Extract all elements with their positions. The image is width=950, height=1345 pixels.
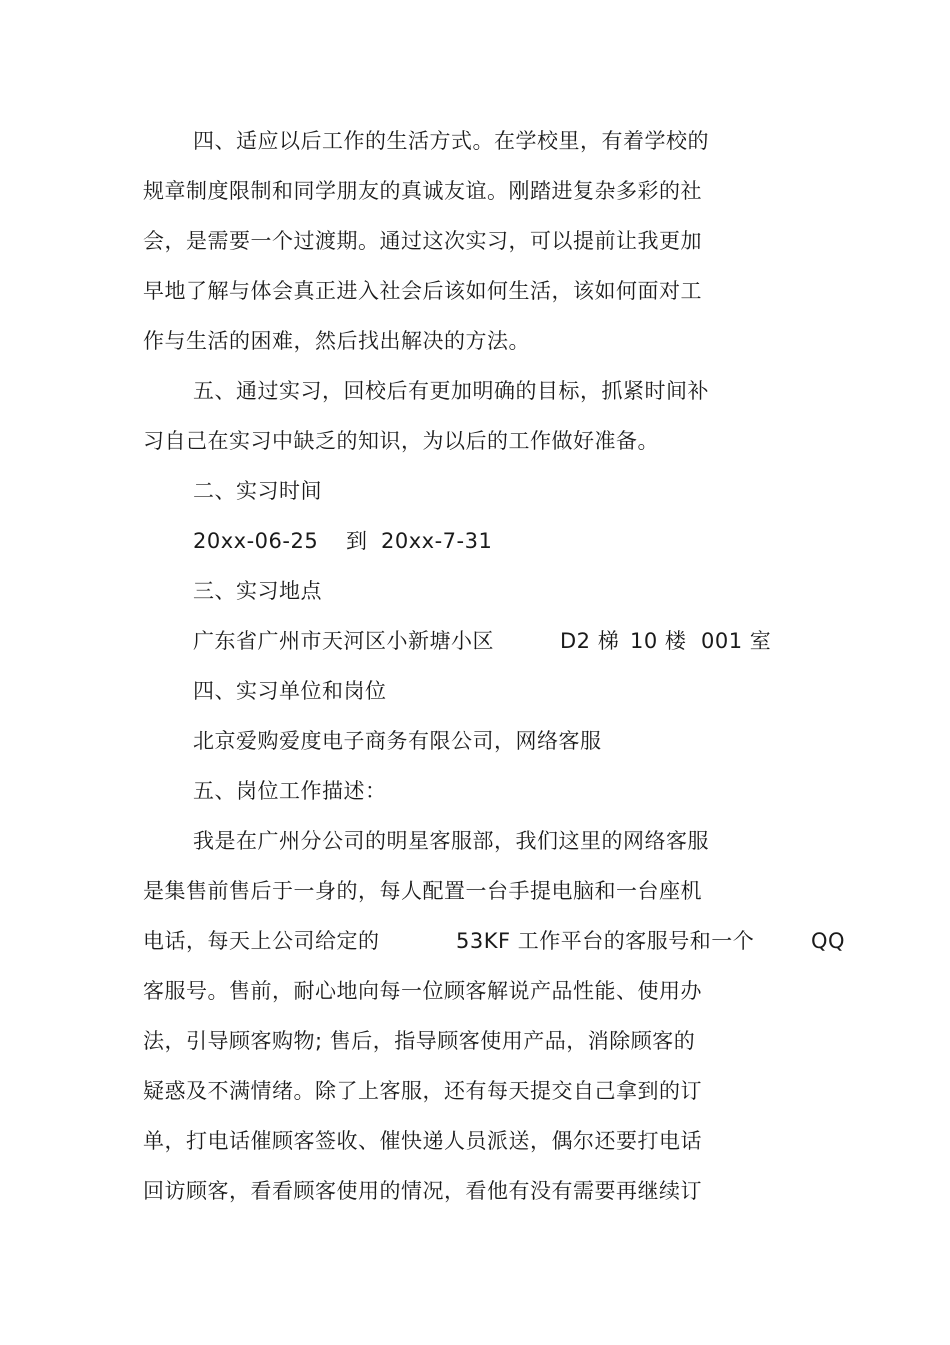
address-building: D2 梯 [560,629,620,653]
date-end: 20xx-7-31 [381,529,493,553]
line-segment: QQ [811,929,846,953]
paragraph-line: 客服号。售前，耐心地向每一位顾客解说产品性能、使用办 [143,979,702,1003]
paragraph-line [143,927,863,955]
paragraph-line: 四、适应以后工作的生活方式。在学校里，有着学校的 [193,129,709,153]
internship-dates [193,527,513,555]
paragraph-line: 早地了解与体会真正进入社会后该如何生活，该如何面对工 [143,279,702,303]
line-segment: 电话，每天上公司给定的 [143,929,380,953]
address-main: 广东省广州市天河区小新塘小区 [193,629,494,653]
paragraph-line: 五、通过实习，回校后有更加明确的目标，抓紧时间补 [193,379,709,403]
paragraph-line: 会，是需要一个过渡期。通过这次实习，可以提前让我更加 [143,229,702,253]
paragraph-line: 习自己在实习中缺乏的知识，为以后的工作做好准备。 [143,429,659,453]
line-segment: 53KF 工作平台的客服号和一个 [456,929,755,953]
company-and-position: 北京爱购爱度电子商务有限公司，网络客服 [193,729,602,753]
internship-address [193,627,793,655]
paragraph-line: 疑惑及不满情绪。除了上客服，还有每天提交自己拿到的订 [143,1079,702,1103]
paragraph-line: 单，打电话催顾客签收、催快递人员派送，偶尔还要打电话 [143,1129,702,1153]
date-separator: 到 [346,529,368,553]
section-heading-unit: 四、实习单位和岗位 [193,679,387,703]
section-heading-description: 五、岗位工作描述： [193,779,387,803]
paragraph-line: 回访顾客，看看顾客使用的情况，看他有没有需要再继续订 [143,1179,702,1203]
paragraph-line: 法，引导顾客购物; 售后，指导顾客使用产品，消除顾客的 [143,1029,696,1053]
paragraph-line: 作与生活的困难，然后找出解决的方法。 [143,329,530,353]
date-start: 20xx-06-25 [193,529,319,553]
paragraph-line: 是集售前售后于一身的，每人配置一台手提电脑和一台座机 [143,879,702,903]
paragraph-line: 我是在广州分公司的明星客服部，我们这里的网络客服 [193,829,709,853]
paragraph-line: 规章制度限制和同学朋友的真诚友谊。刚踏进复杂多彩的社 [143,179,702,203]
section-heading-time: 二、实习时间 [193,479,322,503]
section-heading-location: 三、实习地点 [193,579,322,603]
address-room: 001 室 [701,629,772,653]
address-floor: 10 楼 [630,629,687,653]
